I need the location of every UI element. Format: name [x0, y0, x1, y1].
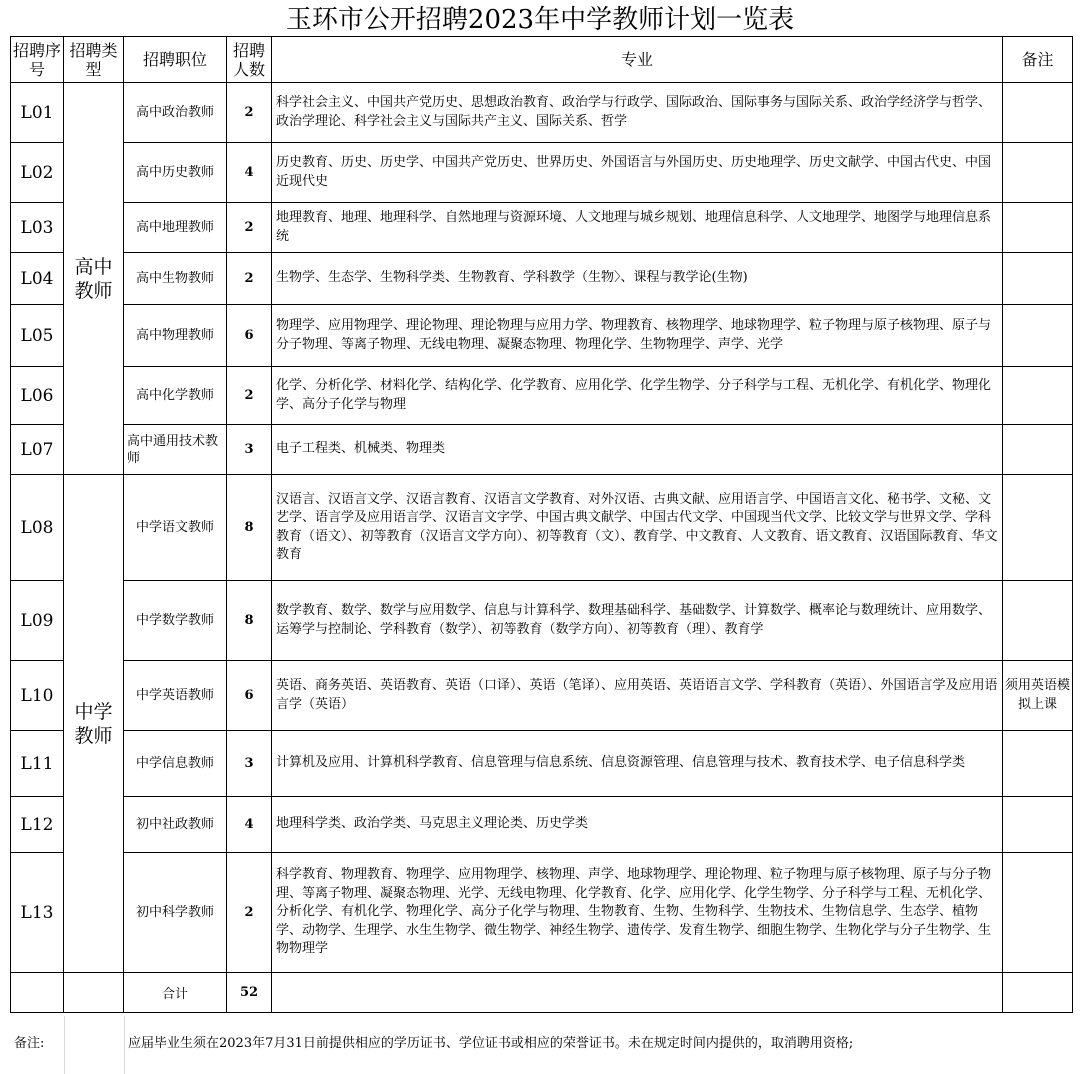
row-count: 8: [227, 581, 272, 661]
recruitment-plan-table: [10, 36, 1073, 1013]
row-count: 2: [227, 853, 272, 973]
row-major: 汉语言、汉语言文学、汉语言教育、汉语言文学教育、对外汉语、古典文献、应用语言学、中国语言文化、秘书学、文秘、文艺学、语言学及应用语言学、汉语言文字学、中国古典文献学、中国古代文学、中国现当代文学、比较文学与世界文学、学科教育（语文）、初等教育（汉语言文学方向）、初等教育（文）、教育学、中文教育、人文教育、语文教育、汉语国际教育、华文教育: [272, 475, 1003, 581]
table-row: [11, 253, 1073, 305]
row-position: 中学英语教师: [124, 661, 227, 731]
row-major: 地理科学类、政治学类、马克思主义理论类、历史学类: [272, 797, 1003, 853]
row-code: L13: [11, 853, 64, 973]
total-empty-type: [64, 973, 124, 1013]
row-position: 高中物理教师: [124, 305, 227, 367]
row-count: 4: [227, 143, 272, 203]
row-code: L10: [11, 661, 64, 731]
row-count: 2: [227, 203, 272, 253]
row-code: L06: [11, 367, 64, 425]
row-count: 4: [227, 797, 272, 853]
row-major: 物理学、应用物理学、理论物理、理论物理与应用力学、物理教育、核物理学、地球物理学、粒子物理与原子核物理、原子与分子物理、等离子物理、无线电物理、凝聚态物理、物理化学、生物物理学、声学、光学: [272, 305, 1003, 367]
total-label: 合计: [124, 973, 227, 1013]
row-code: L03: [11, 203, 64, 253]
table-row: [11, 305, 1073, 367]
total-count: 52: [227, 973, 272, 1013]
table-row: [11, 731, 1073, 797]
row-code: L07: [11, 425, 64, 475]
row-code: L02: [11, 143, 64, 203]
row-count: 2: [227, 253, 272, 305]
category-high-school: [64, 83, 124, 475]
row-count: 3: [227, 425, 272, 475]
row-code: L09: [11, 581, 64, 661]
page-title: 玉环市公开招聘2023年中学教师计划一览表: [285, 5, 795, 35]
row-remark: [1003, 853, 1073, 973]
row-code: L08: [11, 475, 64, 581]
row-major: 生物学、生态学、生物科学类、生物教育、学科教学（生物〉、课程与教学论(生物): [272, 253, 1003, 305]
table-row: [11, 797, 1073, 853]
header-seq: 招聘序号: [11, 37, 64, 83]
row-position: 高中生物教师: [124, 253, 227, 305]
row-major: 历史教育、历史、历史学、中国共产党历史、世界历史、外国语言与外国历史、历史地理学、历史文献学、中国古代史、中国近现代史: [272, 143, 1003, 203]
header-row: [11, 37, 1073, 83]
row-count: 6: [227, 305, 272, 367]
header-major: 专业: [272, 37, 1003, 83]
note-gridline: [64, 1016, 65, 1074]
row-position: 高中化学教师: [124, 367, 227, 425]
table-row: [11, 581, 1073, 661]
row-remark: [1003, 143, 1073, 203]
table-row: [11, 661, 1073, 731]
table-row: [11, 83, 1073, 143]
row-remark: [1003, 367, 1073, 425]
row-code: L11: [11, 731, 64, 797]
row-count: 8: [227, 475, 272, 581]
category-middle-school: [64, 475, 124, 973]
row-code: L04: [11, 253, 64, 305]
row-remark: [1003, 83, 1073, 143]
row-remark: [1003, 305, 1073, 367]
row-major: 科学社会主义、中国共产党历史、思想政治教育、政治学与行政学、国际政治、国际事务与国际关系、政治学经济学与哲学、政治学理论、科学社会主义与国际共产主义、国际关系、哲学: [272, 83, 1003, 143]
row-count: 2: [227, 83, 272, 143]
row-major: 化学、分析化学、材料化学、结构化学、化学教育、应用化学、化学生物学、分子科学与工程、无机化学、有机化学、物理化学、高分子化学与物理: [272, 367, 1003, 425]
row-major: 地理教育、地理、地理科学、自然地理与资源环境、人文地理与城乡规划、地理信息科学、人文地理学、地图学与地理信息系统: [272, 203, 1003, 253]
row-remark: [1003, 203, 1073, 253]
note-gridline: [124, 1016, 125, 1074]
row-remark: [1003, 253, 1073, 305]
header-position: 招聘职位: [124, 37, 227, 83]
table-row: [11, 367, 1073, 425]
category-label: 高中教师: [74, 255, 113, 302]
row-position: 中学语文教师: [124, 475, 227, 581]
header-type: 招聘类型: [64, 37, 124, 83]
row-position: 高中政治教师: [124, 83, 227, 143]
row-remark: [1003, 731, 1073, 797]
note-label: 备注:: [14, 1036, 45, 1051]
header-remark: 备注: [1003, 37, 1073, 83]
header-count: 招聘人数: [227, 37, 272, 83]
row-position: 高中通用技术教师: [124, 425, 227, 475]
row-position: 高中历史教师: [124, 143, 227, 203]
row-code: L12: [11, 797, 64, 853]
table-row: [11, 475, 1073, 581]
row-remark: [1003, 475, 1073, 581]
row-position: 高中地理教师: [124, 203, 227, 253]
table-row: [11, 425, 1073, 475]
table-row: [11, 853, 1073, 973]
row-major: 科学教育、物理教育、物理学、应用物理学、核物理、声学、地球物理学、理论物理、粒子物理与原子核物理、原子与分子物理、等离子物理、凝聚态物理、光学、无线电物理、化学教育、化学、应用化学、化学生物学、分子科学与工程、无机化学、分析化学、有机化学、物理化学、高分子化学与物理、生物教育、生物、生物科学、生物技术、生物信息学、生态学、植物学、动物学、生理学、水生生物学、微生物学、神经生物学、遗传学、发育生物学、细胞生物学、生物化学与分子生物学、生物物理学: [272, 853, 1003, 973]
row-position: 中学信息教师: [124, 731, 227, 797]
row-code: L01: [11, 83, 64, 143]
table-row: [11, 203, 1073, 253]
category-label: 中学教师: [74, 700, 113, 747]
total-row: [11, 973, 1073, 1013]
row-remark: 须用英语模拟上课: [1003, 661, 1073, 731]
row-remark: [1003, 425, 1073, 475]
table-row: [11, 143, 1073, 203]
row-position: 中学数学教师: [124, 581, 227, 661]
row-major: 电子工程类、机械类、物理类: [272, 425, 1003, 475]
row-position: 初中社政教师: [124, 797, 227, 853]
row-count: 6: [227, 661, 272, 731]
note-text: 应届毕业生须在2023年7月31日前提供相应的学历证书、学位证书或相应的荣誉证书。未在规定时间内提供的，取消聘用资格;: [128, 1036, 854, 1051]
total-empty-remark: [1003, 973, 1073, 1013]
row-major: 英语、商务英语、英语教育、英语（口译）、英语（笔译）、应用英语、英语语言文学、学科教育（英语）、外国语言学及应用语言学（英语）: [272, 661, 1003, 731]
total-empty-major: [272, 973, 1003, 1013]
row-code: L05: [11, 305, 64, 367]
row-major: 数学教育、数学、数学与应用数学、信息与计算科学、数理基础科学、基础数学、计算数学、概率论与数理统计、应用数学、运筹学与控制论、学科教育（数学）、初等教育（数学方向）、初等教育（理）、教育学: [272, 581, 1003, 661]
total-empty-seq: [11, 973, 64, 1013]
row-remark: [1003, 797, 1073, 853]
row-major: 计算机及应用、计算机科学教育、信息管理与信息系统、信息资源管理、信息管理与技术、教育技术学、电子信息科学类: [272, 731, 1003, 797]
row-count: 2: [227, 367, 272, 425]
row-remark: [1003, 581, 1073, 661]
row-count: 3: [227, 731, 272, 797]
row-position: 初中科学教师: [124, 853, 227, 973]
